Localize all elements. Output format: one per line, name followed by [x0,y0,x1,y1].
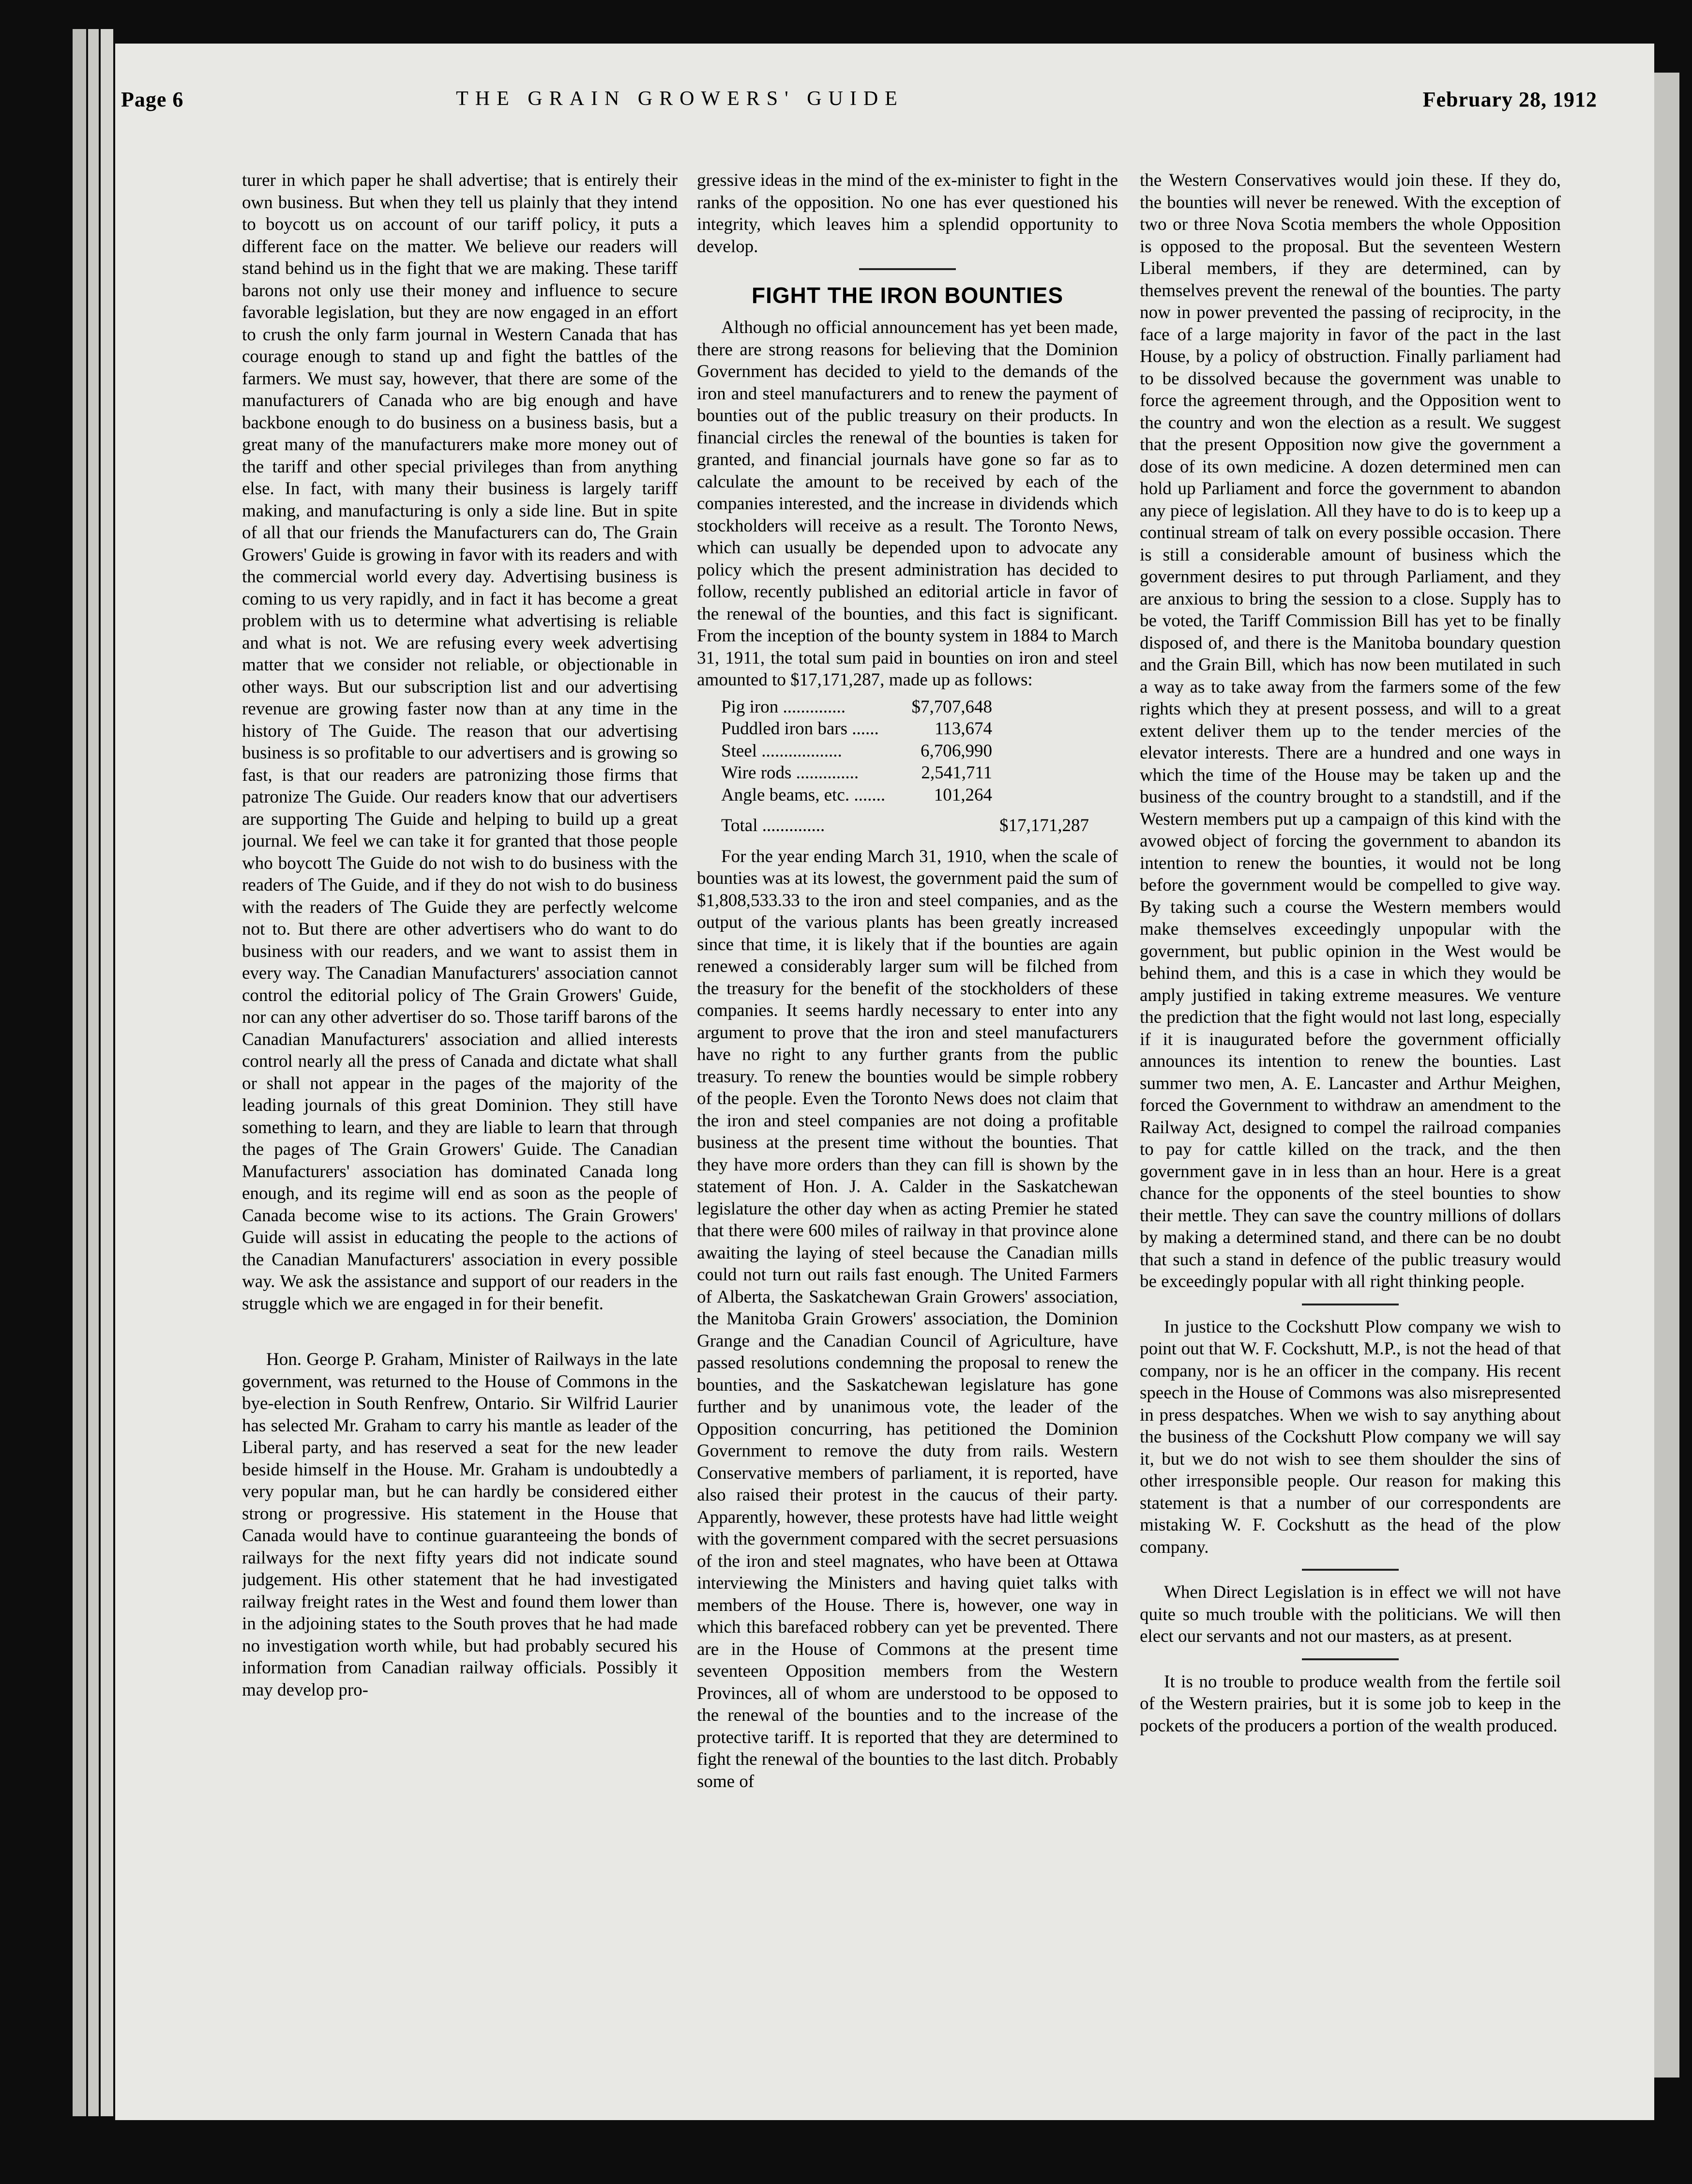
bounty-item: Steel .................. [721,741,842,761]
editorial-paragraph: the Western Conservatives would join these. If they do, the bounties will never be renewed. With the exception of two or three Nova Scotia members the whole Opposition is opposed to the proposal. But the seventeen Western Liberal members, if they are determined, can by themselves prevent the renewal of the bounties. The party now in power prevented the passing of reciprocity, in the face of a large majority in favor of the pact in the last House, by a policy of obstruction. Finally parliament had to be dissolved because the government was unable to force the agreement through, and the Opposition went to the country and won the election as a result. We suggest that the present Opposition now give the government a dose of its own medicine. A dozen determined men can hold up Parliament and force the government to abandon any piece of legislation. All they have to do is to keep up a continual stream of talk on every possible occasion. There is still a considerable amount of business which the government desires to put through Parliament, and they are anxious to bring the session to a close. Supply has to be voted, the Tariff Commission Bill has yet to be finally disposed of, and there is the Manitoba boundary question and the Grain Bill, which has now been mutilated in such a way as to take away from the farmers some of the few rights which they at present possess, and will to a great extent deliver them up to the tender mercies of the elevator interests. There are a hundred and one ways in which the time of the House may be taken up and the business of the country brought to a standstill, and if the Western members put up a campaign of this kind with the avowed object of forcing the government to abandon its intention to renew the bounties, it would not be long before the government would be compelled to give way. By taking such a course the Western members would make themselves exceedingly unpopular with the government, but public opinion in the West would be behind them, and this is a case in which they would be amply justified in taking extreme measures. We venture the prediction that the fight would not last long, especially if it is inaugurated before the government officially announces its intention to renew the bounties. Last summer two men, A. E. Lancaster and Arthur Meighen, forced the Government to withdraw an amendment to the Railway Act, designed to compel the railroad companies to pay for cattle killed on the track, and the then government gave in in less than an hour. Here is a great chance for the opponents of the steel bounties to show their mettle. They can save the country millions of dollars by making a determined stand, and there can be no doubt that such a stand in defence of the public treasury would be exceedingly popular with all right thinking people. [1140,170,1561,1291]
bounty-item: Angle beams, etc. ....... [721,785,886,805]
bounty-amount: $7,707,648 [911,697,992,717]
bounty-amount: 2,541,711 [921,763,992,783]
bounty-item: Wire rods .............. [721,763,859,783]
editorial-paragraph: Hon. George P. Graham, Minister of Railways in the late government, was returned to the House of Commons in the bye-election in South Renfrew, Ontario. Sir Wilfrid Laurier has selected Mr. Graham to carry his mantle as leader of the Liberal party, and has reserved a seat for the new leader beside himself in the House. Mr. Graham is undoubtedly a very popular man, but he can hardly be considered either strong or progressive. His statement in the House that Canada would have to continue guaranteeing the bonds of railways for the next fifty years did not indicate sound judgement. His other statement that he had investigated railway freight rates in the West and found them lower than in the adjoining states to the South proves that he had made no investigation worth while, but had probably secured his information from Canadian railway officials. Possibly it may develop pro- [242,1350,678,1700]
column-2 [697,169,1118,2072]
editorial-paragraph: It is no trouble to produce wealth from the fertile soil of the Western prairies, but it is some job to keep in the pockets of the producers a portion of the wealth produced. [1140,1671,1561,1736]
bounty-amount: 6,706,990 [921,741,992,761]
editorial-paragraph: turer in which paper he shall advertise; that is entirely their own business. But when they tell us plainly that they intend to boycott us on account of our tariff policy, it puts a different face on the matter. We believe our readers will stand behind us in the fight that we are making. These tariff barons not only use their money and influence to secure favorable legislation, but they are now engaged in an effort to crush the only farm journal in Western Canada that has courage enough to stand up and fight the battles of the farmers. We must say, however, that there are some of the manufacturers of Canada who are big enough and have backbone enough to do business on a business basis, but a great many of the manufacturers make more money out of the tariff and other special privileges than from anything else. In fact, with many their business is largely tariff making, and manufacturing is only a side line. But in spite of all that our friends the Manufacturers can do, The Grain Growers' Guide is growing in favor with its readers and with the commercial world every day. Advertising business is coming to us very rapidly, and in fact it has become a great problem with us to determine what advertising is reliable and what is not. We are refusing every week advertising matter that we consider not reliable, or objectionable in other ways. But our subscription list and our advertising revenue are growing faster now than at any time in the history of The Guide. The reason that our advertising business is so profitable to our advertisers and is growing so fast, is that our readers are patronizing those firms that patronize The Guide. Our readers know that our advertisers are supporting The Guide and helping to build up a great journal. We feel we can take it for granted that those people who boycott The Guide do not wish to do business with the readers of The Guide, and if they do not wish to do business with the readers of The Guide they are perfectly welcome not to. But there are other advertisers who do want to do business with our readers, and we want to assist them in every way. The Canadian Manufacturers' association cannot control the editorial policy of The Grain Growers' Guide, nor can any other advertiser do so. Those tariff barons of the Canadian Manufacturers' association and allied interests control nearly all the press of Canada and dictate what shall or shall not appear in the pages of the majority of the leading journals of this great Dominion. They still have something to learn, and they are liable to learn that through the pages of The Grain Growers' Guide. The Canadian Manufacturers' association has dominated Canada long enough, and its regime will end as soon as the people of Canada become wise to its actions. The Grain Growers' Guide will assist in educating the people to the actions of the Canadian Manufacturers' association in every possible way. We ask the assistance and support of our readers in the struggle which we are engaged in for their benefit. [242,170,678,1314]
bounty-item: Puddled iron bars ...... [721,719,879,739]
bounty-row [721,718,992,740]
page-header [121,87,1626,131]
editorial-paragraph: gressive ideas in the mind of the ex-minister to fight in the ranks of the opposition. No one has ever questioned his integrity, which leaves him a splendid opportunity to develop. [697,170,1118,257]
masthead: THE GRAIN GROWERS' GUIDE [456,88,904,110]
section-gap [242,1315,678,1349]
bounty-amount: 101,264 [934,785,992,805]
article-headline: FIGHT THE IRON BOUNTIES [752,283,1063,308]
bounty-row [721,784,992,806]
page-edge [73,29,86,2116]
bounty-row [721,740,992,762]
editorial-paragraph: When Direct Legislation is in effect we will not have quite so much trouble with the politicians. We will then elect our servants and not our masters, as at present. [1140,1582,1561,1646]
section-divider [1302,1569,1399,1571]
section-divider [1302,1304,1399,1305]
bounty-row [721,762,992,784]
editorial-paragraph: In justice to the Cockshutt Plow company we wish to point out that W. F. Cockshutt, M.P., is not the head of that company, nor is he an officer in the company. His recent speech in the House of Commons was also misrepresented in press despatches. When we wish to say anything about the business of the Cockshutt Plow company we will say it, but we do not wish to see them shoulder the sins of other irresponsible people. Our reason for making this statement is that a number of our correspondents are mistaking W. F. Cockshutt as the head of the plow company. [1140,1317,1561,1557]
bounty-amount: 113,674 [935,719,992,739]
bounty-row [721,696,992,718]
page-number: Page 6 [121,88,184,111]
issue-date: February 28, 1912 [1422,88,1597,111]
bounty-table [721,696,992,806]
total-label: Total .............. [721,816,825,835]
bounty-item: Pig iron .............. [721,697,846,717]
column-1 [242,169,678,2072]
editorial-paragraph: For the year ending March 31, 1910, when the scale of bounties was at its lowest, the government paid the sum of $1,808,533.33 to the iron and steel companies, and as the output of the various plants has been greatly increased since that time, it is likely that if the bounties are again renewed a considerably larger sum will be filched from the treasury for the benefit of the stockholders of these companies. It seems hardly necessary to enter into any argument to prove that the iron and steel manufacturers have no right to any further grants from the public treasury. To renew the bounties would be simple robbery of the people. Even the Toronto News does not claim that the iron and steel companies are not doing a profitable business at the present time without the bounties. That they have more orders than they can fill is shown by the statement of Hon. J. A. Calder in the Saskatchewan legislature the other day when as acting Premier he stated that there were 600 miles of railway in that province alone awaiting the laying of steel because the Canadian mills could not turn out rails fast enough. The United Farmers of Alberta, the Saskatchewan Grain Growers' association, the Manitoba Grain Growers' association, the Dominion Grange and the Canadian Council of Agriculture, have passed resolutions condemning the proposal to renew the bounties, and the Saskatchewan legislature has gone further and by unanimous vote, the leader of the Opposition concurring, has petitioned the Dominion Government to remove the duty from rails. Western Conservative members of parliament, it is reported, have also raised their protest in the caucus of their party. Apparently, however, these protests have had little weight with the government compared with the secret persuasions of the iron and steel magnates, who have been at Ottawa interviewing the Ministers and having quiet talks with members of the House. There is, however, one way in which this barefaced robbery can yet be prevented. There are in the House of Commons at the present time seventeen Opposition members from the Western Provinces, all of whom are understood to be opposed to the renewal of the bounties and to the increase of the protective tariff. It is reported that they are determined to fight the renewal of the bounties to the last ditch. Probably some of [697,846,1118,1791]
section-divider [859,268,956,270]
page-edge [88,29,99,2116]
editorial-paragraph: Although no official announcement has yet been made, there are strong reasons for believing that the Dominion Government has decided to yield to the demands of the iron and steel manufacturers and to renew the payment of bounties out of the public treasury on their products. In financial circles the renewal of the bounties is taken for granted, and financial journals have gone so far as to calculate the amount to be received by each of the companies interested, and the increase in dividends which stockholders will receive as a result. The Toronto News, which can usually be depended upon to advocate any policy which the present administration has decided to follow, recently published an editorial article in favor of the renewal of the bounties, and this fact is significant. From the inception of the bounty system in 1884 to March 31, 1911, the total sum paid in bounties on iron and steel amounted to $17,171,287, made up as follows: [697,318,1118,690]
total-amount: $17,171,287 [999,816,1089,835]
page-edge [101,29,113,2116]
column-3 [1140,169,1561,2072]
section-divider [1302,1658,1399,1660]
next-page-edge [1650,73,1679,2078]
bounty-total-row [721,815,1089,837]
